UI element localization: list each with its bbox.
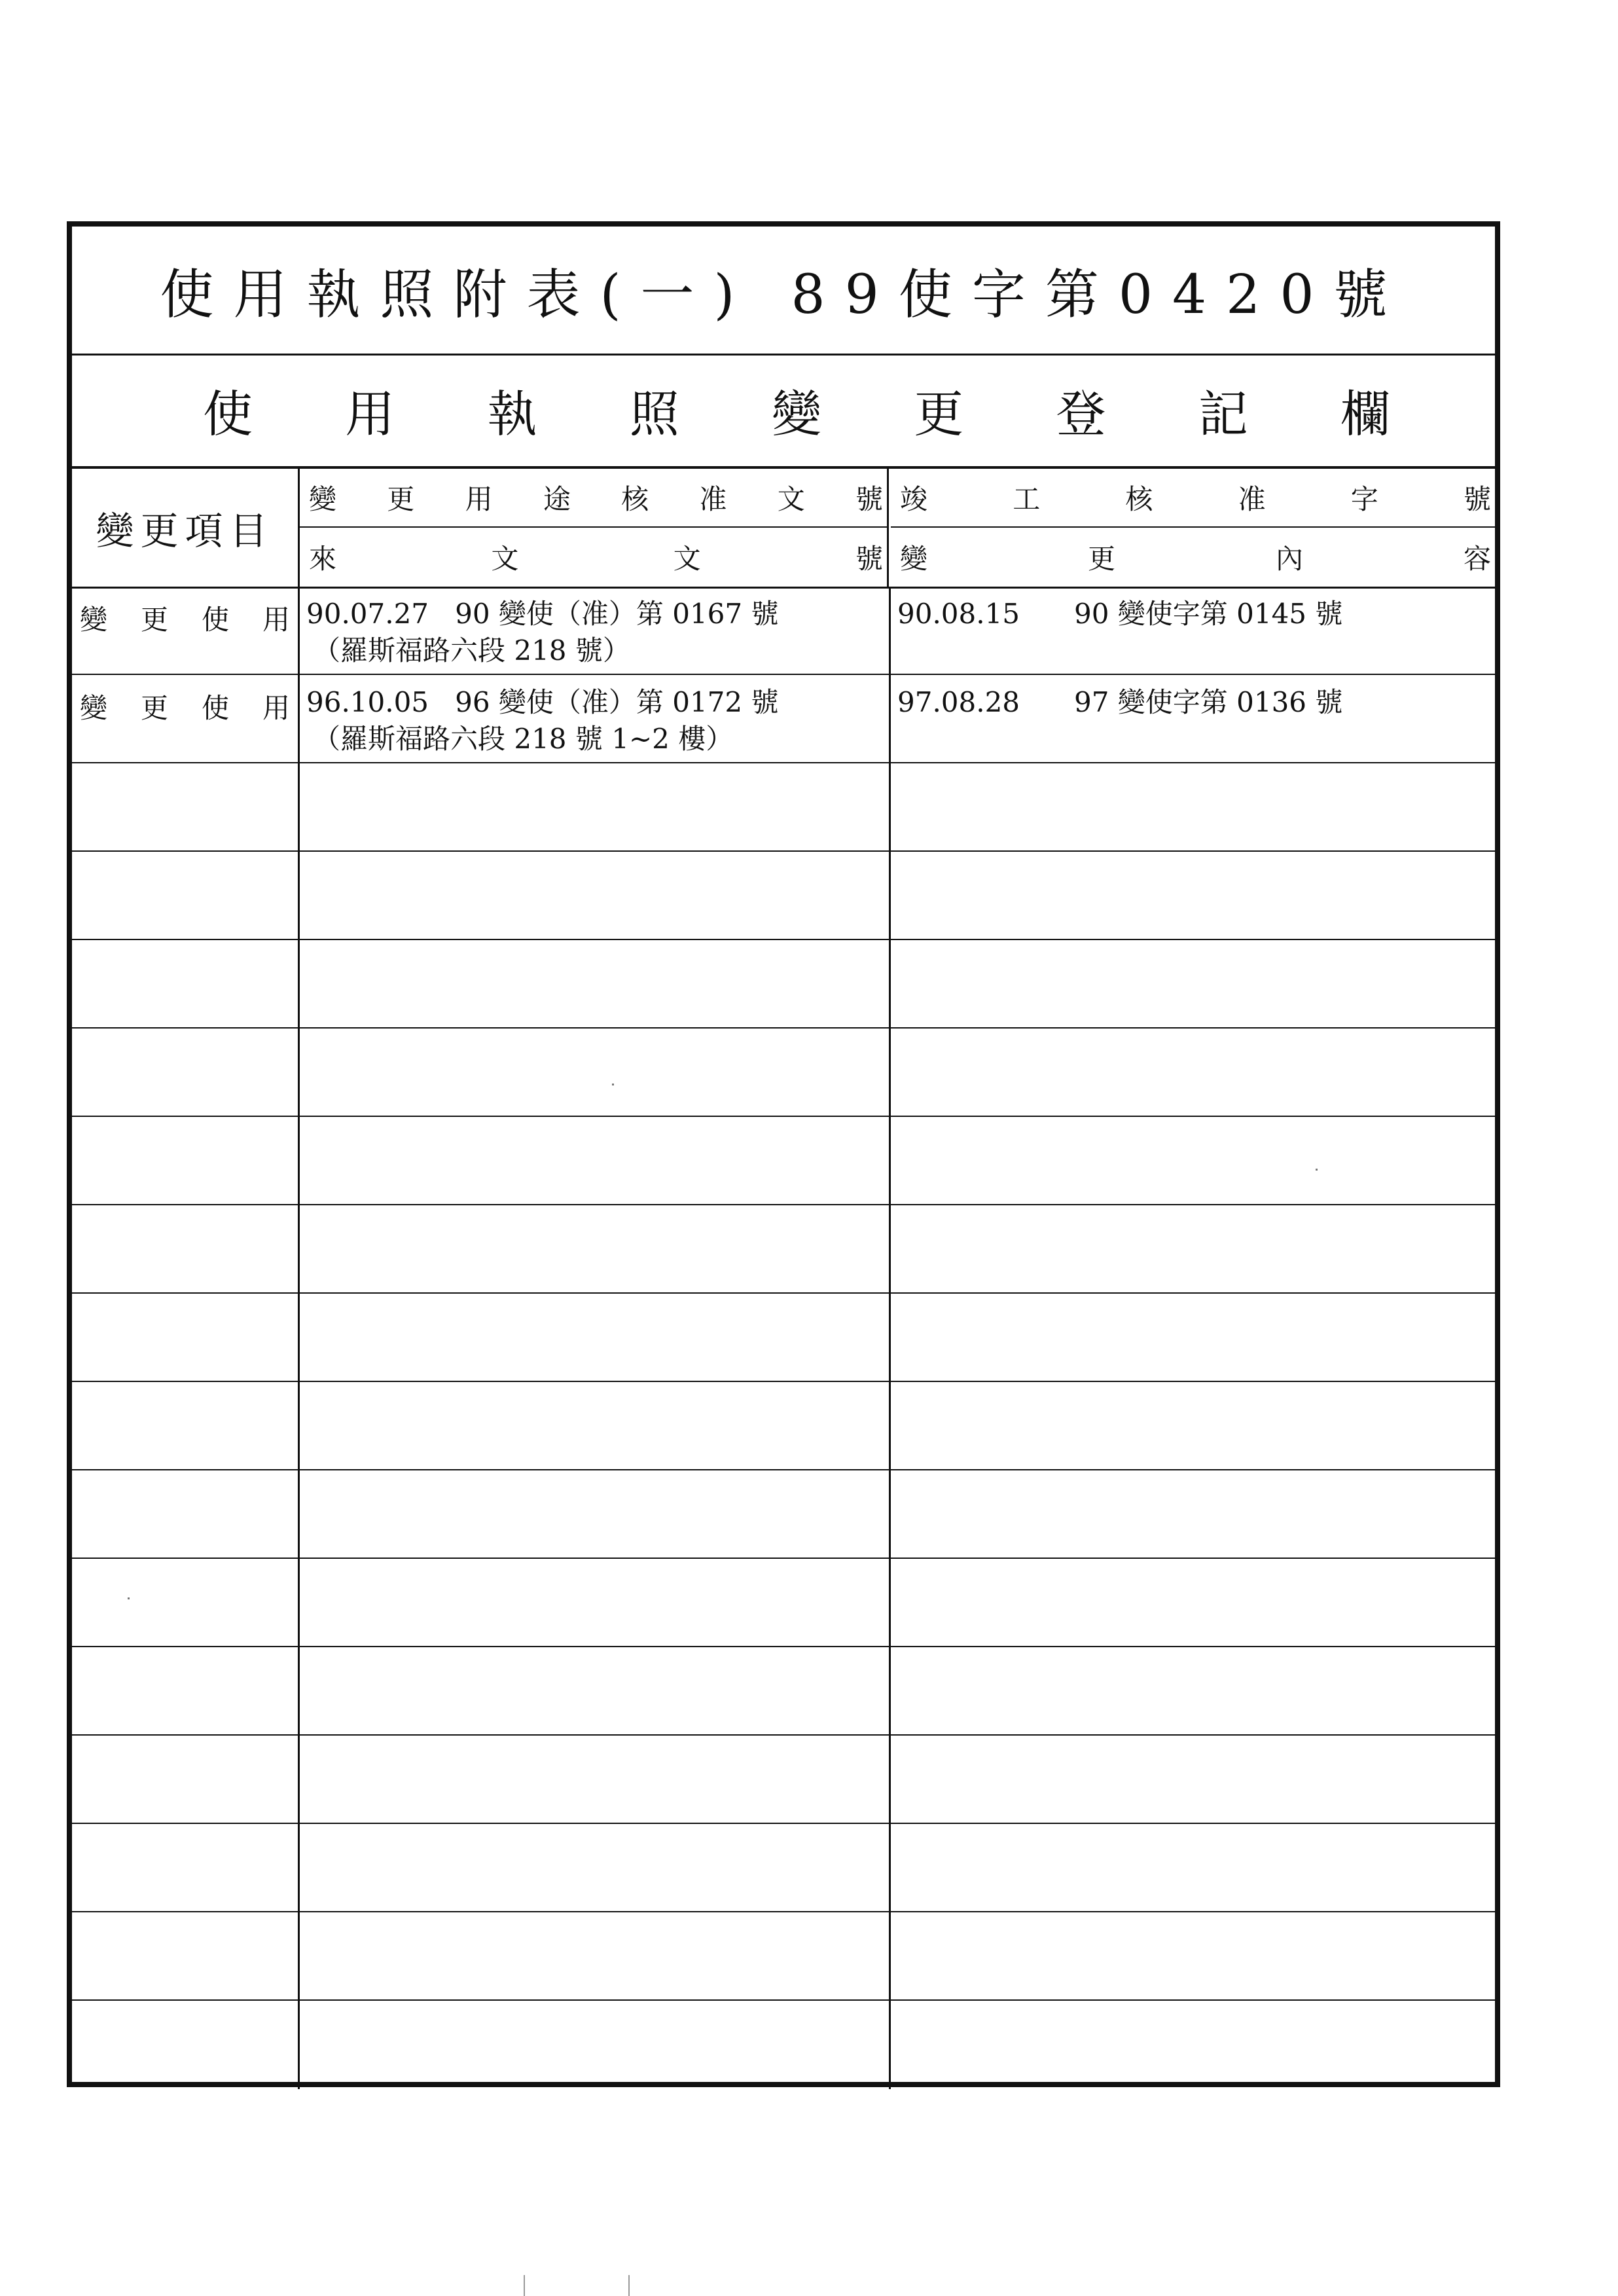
item-char: 用 [262, 604, 290, 636]
empty-cell [72, 940, 300, 1027]
empty-cell [72, 1559, 300, 1646]
empty-cell [300, 2001, 891, 2089]
approval-doc-line [306, 684, 882, 721]
header-char: 核 [1125, 483, 1153, 515]
address-note: （羅斯福路六段 218 號 1~2 樓） [313, 723, 734, 755]
subtitle-char: 記 [1198, 384, 1248, 443]
empty-cell [300, 1470, 891, 1558]
empty-cell [72, 1736, 300, 1823]
empty-cell [891, 1117, 1495, 1204]
item-char: 使 [201, 692, 229, 724]
empty-cell [891, 1382, 1495, 1469]
empty-table-row [72, 1559, 1495, 1647]
subtitle-char: 更 [914, 384, 964, 443]
item-char: 更 [140, 692, 168, 724]
completion-cell [891, 587, 1495, 674]
empty-cell [891, 1294, 1495, 1381]
header-change-content [891, 528, 1495, 587]
address-note: （羅斯福路六段 218 號） [313, 634, 630, 666]
empty-cell [300, 852, 891, 939]
empty-cell [891, 2001, 1495, 2089]
empty-table-row [72, 852, 1495, 940]
header-char: 來 [309, 543, 337, 575]
table-row [72, 587, 1495, 675]
scan-mark [628, 2275, 630, 2296]
empty-cell [72, 763, 300, 850]
empty-table-row [72, 1117, 1495, 1205]
approval-date: 90.07.27 [306, 598, 429, 630]
empty-cell [891, 763, 1495, 850]
header-char: 號 [1463, 483, 1491, 515]
empty-cell [891, 1912, 1495, 1999]
empty-cell [72, 2001, 300, 2089]
table-row [72, 675, 1495, 763]
header-completion-approval-no [891, 469, 1495, 528]
empty-cell [72, 1029, 300, 1116]
empty-table-row [72, 1647, 1495, 1736]
subtitle-char: 照 [629, 384, 679, 443]
empty-cell [300, 1559, 891, 1646]
empty-cell [300, 940, 891, 1027]
completion-ref: 90 變使字第 0145 號 [1074, 598, 1343, 630]
header-char: 竣 [900, 483, 928, 515]
empty-cell [72, 852, 300, 939]
approval-doc-line [306, 596, 882, 632]
header-char: 准 [699, 483, 727, 515]
table-body [72, 587, 1495, 2082]
header-char: 工 [1013, 483, 1041, 515]
empty-cell [300, 1736, 891, 1823]
approval-date: 96.10.05 [306, 686, 429, 718]
header-char: 內 [1275, 543, 1303, 575]
header-char: 准 [1238, 483, 1266, 515]
empty-table-row [72, 1382, 1495, 1470]
completion-cell [891, 675, 1495, 762]
subtitle-char: 變 [772, 384, 821, 443]
completion-ref: 97 變使字第 0136 號 [1074, 686, 1343, 718]
form-title: 使用執照附表(一) 89使字第0420號 [72, 227, 1495, 355]
empty-cell [891, 1029, 1495, 1116]
empty-cell [72, 1205, 300, 1292]
header-char: 文 [673, 543, 701, 575]
header-char: 號 [855, 543, 883, 575]
header-char: 變 [309, 483, 337, 515]
empty-cell [891, 1824, 1495, 1911]
empty-cell [72, 1470, 300, 1558]
empty-table-row [72, 1736, 1495, 1824]
form-subtitle [72, 354, 1495, 469]
empty-cell [891, 940, 1495, 1027]
empty-cell [300, 1912, 891, 1999]
approval-doc-cell [300, 587, 891, 674]
header-char: 文 [777, 483, 805, 515]
header-char: 變 [900, 543, 928, 575]
empty-cell [300, 1382, 891, 1469]
empty-cell [300, 1117, 891, 1204]
subtitle-char: 欄 [1340, 384, 1390, 443]
empty-cell [300, 1647, 891, 1734]
completion-date: 97.08.28 [897, 686, 1020, 718]
empty-cell [72, 1382, 300, 1469]
empty-cell [72, 1294, 300, 1381]
item-char: 使 [201, 604, 229, 636]
item-char: 變 [80, 604, 108, 636]
header-char: 字 [1350, 483, 1378, 515]
approval-doc-cell [300, 675, 891, 762]
empty-cell [891, 1736, 1495, 1823]
empty-cell [891, 1205, 1495, 1292]
header-change-item: 變更項目 [72, 469, 300, 587]
empty-cell [300, 1205, 891, 1292]
empty-table-row [72, 940, 1495, 1029]
empty-cell [300, 1824, 891, 1911]
scan-speck [1316, 1169, 1318, 1171]
approval-ref: 90 變使（准）第 0167 號 [455, 598, 779, 630]
header-char: 更 [1087, 543, 1115, 575]
header-char: 號 [855, 483, 883, 515]
change-item-cell [72, 675, 300, 762]
scan-speck [612, 1084, 614, 1085]
item-char: 用 [262, 692, 290, 724]
change-item-cell [72, 587, 300, 674]
empty-cell [300, 1294, 891, 1381]
empty-table-row [72, 1029, 1495, 1117]
approval-ref: 96 變使（准）第 0172 號 [455, 686, 779, 718]
empty-table-row [72, 1912, 1495, 2001]
header-char: 更 [387, 483, 415, 515]
empty-cell [72, 1647, 300, 1734]
scan-mark [524, 2275, 525, 2296]
empty-cell [72, 1117, 300, 1204]
empty-table-row [72, 1470, 1495, 1559]
table-header [72, 469, 1495, 589]
header-incoming-doc-no [300, 528, 889, 587]
header-char: 核 [621, 483, 649, 515]
empty-table-row [72, 2001, 1495, 2089]
header-char: 文 [491, 543, 519, 575]
empty-table-row [72, 1205, 1495, 1294]
use-permit-schedule-form [67, 221, 1500, 2087]
completion-date: 90.08.15 [897, 598, 1020, 630]
subtitle-char: 使 [203, 384, 253, 443]
subtitle-char: 執 [487, 384, 537, 443]
empty-table-row [72, 1294, 1495, 1382]
scan-speck [128, 1597, 130, 1599]
empty-cell [72, 1912, 300, 1999]
subtitle-char: 用 [345, 384, 395, 443]
item-char: 變 [80, 692, 108, 724]
empty-cell [300, 1029, 891, 1116]
empty-table-row [72, 1824, 1495, 1912]
empty-cell [72, 1824, 300, 1911]
empty-table-row [72, 763, 1495, 852]
subtitle-char: 登 [1056, 384, 1106, 443]
empty-cell [891, 852, 1495, 939]
empty-cell [891, 1647, 1495, 1734]
item-char: 更 [140, 604, 168, 636]
header-change-use-approval-no [300, 469, 889, 528]
empty-cell [300, 763, 891, 850]
empty-cell [891, 1470, 1495, 1558]
header-char: 容 [1463, 543, 1491, 575]
header-char: 途 [543, 483, 571, 515]
empty-cell [891, 1559, 1495, 1646]
header-char: 用 [465, 483, 493, 515]
